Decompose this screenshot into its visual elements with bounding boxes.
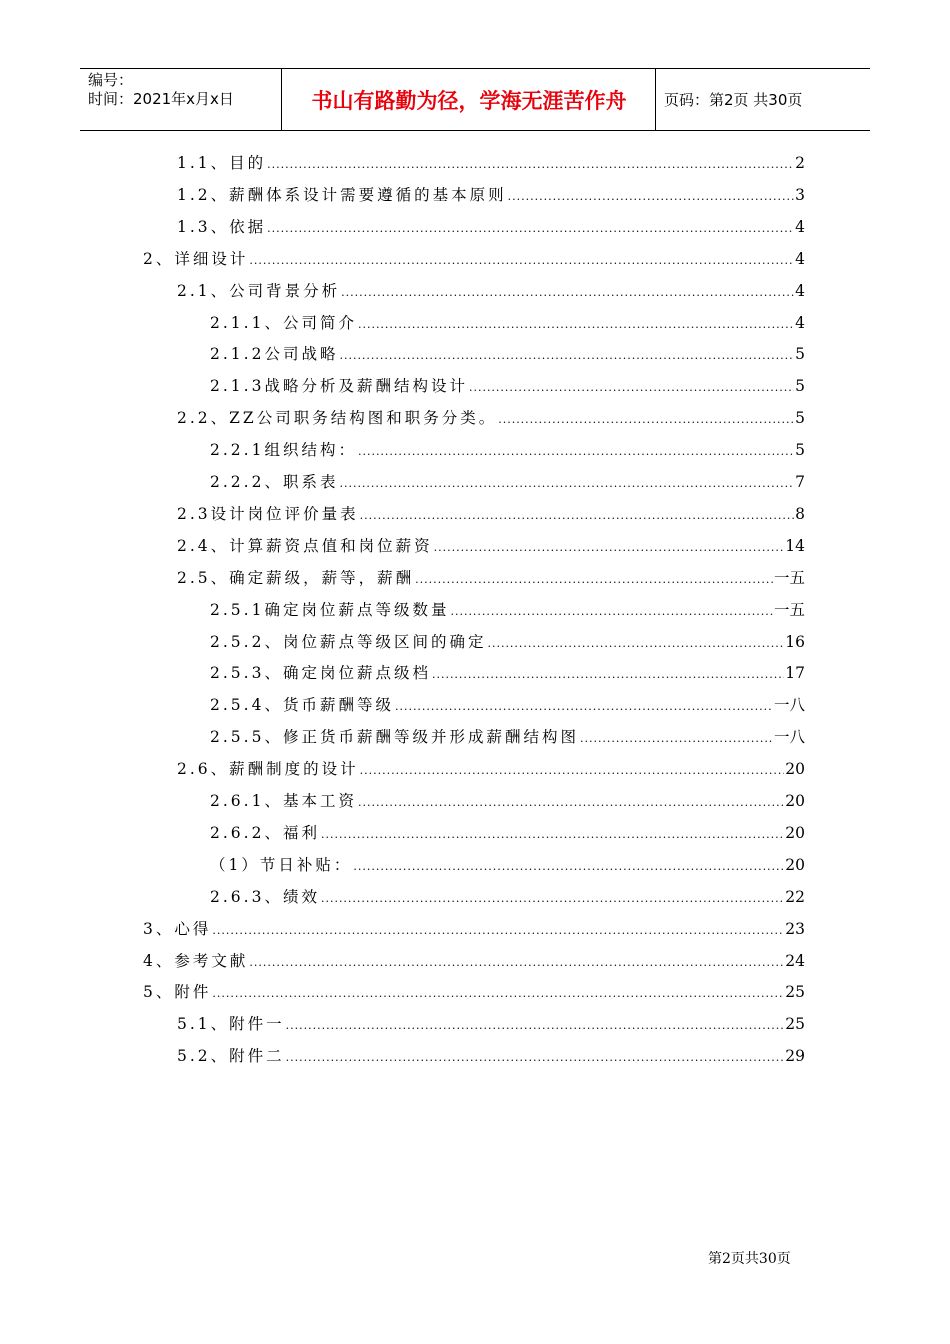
toc-entry-label: 2.1、公司背景分析 (177, 282, 341, 300)
toc-leader-dots (267, 222, 794, 235)
toc-entry-label: 2.5.3、确定岗位薪点级档 (210, 664, 431, 682)
toc-entry-label: 3、心得 (143, 920, 212, 938)
toc-entry[interactable] (210, 789, 805, 819)
toc-entry-page: 一八 (773, 728, 805, 746)
toc-entry[interactable] (143, 917, 805, 947)
toc-leader-dots (358, 796, 784, 809)
toc-entry-label: 5.2、附件二 (177, 1047, 285, 1065)
toc-entry-label: 1.1、目的 (177, 154, 267, 172)
toc-leader-dots (321, 828, 784, 841)
toc-entry-label: 2.5.4、货币薪酬等级 (210, 696, 394, 714)
toc-entry-label: 2、详细设计 (143, 250, 249, 268)
toc-entry-page: 20 (785, 760, 805, 778)
toc-entry-label: 2.5.2、岗位薪点等级区间的确定 (210, 633, 487, 651)
toc-entry-label: （1）节日补贴： (210, 856, 353, 874)
toc-entry-label: 5.1、附件一 (177, 1015, 285, 1033)
toc-leader-dots (212, 987, 784, 1000)
toc-entry-label: 2.5、确定薪级，薪等，薪酬 (177, 569, 415, 587)
toc-entry-label: 2.6.2、福利 (210, 824, 320, 842)
toc-leader-dots (321, 892, 784, 905)
toc-entry-label: 2.6、薪酬制度的设计 (177, 760, 359, 778)
toc-entry[interactable] (177, 1012, 805, 1042)
toc-entry-label: 5、附件 (143, 983, 212, 1001)
toc-leader-dots (286, 1051, 785, 1064)
toc-entry[interactable] (210, 598, 805, 628)
toc-leader-dots (249, 956, 784, 969)
toc-entry[interactable] (210, 374, 805, 404)
toc-entry[interactable] (210, 630, 805, 660)
toc-entry[interactable] (210, 853, 805, 883)
toc-entry-page: 一八 (773, 696, 805, 714)
toc-entry-label: 2.3设计岗位评价量表 (177, 505, 359, 523)
toc-entry-page: 20 (785, 792, 805, 810)
toc-entry-page: 4 (795, 250, 805, 268)
toc-entry[interactable] (143, 247, 805, 277)
toc-leader-dots (395, 700, 773, 713)
toc-entry-page: 23 (785, 920, 805, 938)
toc-entry[interactable] (210, 725, 805, 755)
document-number-label: 编号： (88, 71, 134, 89)
toc-entry-page: 5 (795, 409, 805, 427)
toc-entry[interactable] (210, 821, 805, 851)
toc-leader-dots (432, 668, 784, 681)
toc-entry[interactable] (177, 566, 805, 596)
toc-entry-label: 2.1.1、公司简介 (210, 314, 357, 332)
toc-entry-label: 2.5.1确定岗位薪点等级数量 (210, 601, 450, 619)
toc-leader-dots (360, 764, 785, 777)
toc-entry[interactable] (177, 406, 805, 436)
toc-entry-page: 14 (785, 537, 805, 555)
header-motto: 书山有路勤为径，学海无涯苦作舟 (311, 88, 627, 113)
header-divider-right (655, 69, 656, 130)
toc-entry-page: 5 (795, 345, 805, 363)
toc-leader-dots (358, 445, 794, 458)
toc-leader-dots (358, 318, 794, 331)
toc-entry-label: 2.5.5、修正货币薪酬等级并形成薪酬结构图 (210, 728, 579, 746)
toc-leader-dots (341, 286, 794, 299)
toc-entry-page: 16 (785, 633, 805, 651)
page-footer: 第2页共30页 (708, 1251, 791, 1267)
toc-entry[interactable] (177, 151, 805, 181)
toc-entry-page: 4 (795, 218, 805, 236)
toc-leader-dots (415, 573, 773, 586)
toc-entry[interactable] (177, 534, 805, 564)
toc-leader-dots (469, 381, 794, 394)
toc-entry-page: 22 (785, 888, 805, 906)
toc-entry-page: 17 (785, 664, 805, 682)
toc-entry[interactable] (177, 757, 805, 787)
toc-leader-dots (339, 477, 794, 490)
toc-entry-label: 4、参考文献 (143, 952, 249, 970)
toc-entry-page: 25 (785, 1015, 805, 1033)
toc-leader-dots (580, 732, 773, 745)
toc-entry[interactable] (210, 438, 805, 468)
toc-entry-label: 2.2.1组织结构： (210, 441, 357, 459)
toc-entry[interactable] (143, 949, 805, 979)
toc-entry-page: 2 (795, 154, 805, 172)
toc-leader-dots (434, 541, 785, 554)
page-header (80, 68, 870, 131)
toc-entry[interactable] (210, 342, 805, 372)
toc-entry-page: 4 (795, 314, 805, 332)
toc-entry-page: 7 (795, 473, 805, 491)
toc-entry-page: 5 (795, 441, 805, 459)
toc-leader-dots (339, 349, 794, 362)
toc-leader-dots (267, 158, 794, 171)
toc-entry-page: 4 (795, 282, 805, 300)
toc-entry-label: 2.6.1、基本工资 (210, 792, 357, 810)
toc-leader-dots (212, 924, 784, 937)
toc-leader-dots (286, 1019, 785, 1032)
toc-leader-dots (353, 860, 784, 873)
toc-entry[interactable] (210, 693, 805, 723)
toc-entry-label: 2.2、ZZ公司职务结构图和职务分类。 (177, 409, 498, 427)
toc-entry-page: 24 (785, 952, 805, 970)
document-time-label: 时间：2021年x月x日 (88, 90, 234, 108)
header-page-info: 页码：第2页 共30页 (664, 91, 803, 109)
toc-entry-label: 2.2.2、职系表 (210, 473, 339, 491)
toc-entry-page: 一五 (773, 569, 805, 587)
toc-entry-label: 1.3、依据 (177, 218, 267, 236)
toc-entry-page: 8 (795, 505, 805, 523)
toc-entry-label: 2.1.2公司战略 (210, 345, 339, 363)
toc-entry-page: 25 (785, 983, 805, 1001)
toc-entry-label: 2.4、计算薪资点值和岗位薪资 (177, 537, 433, 555)
header-meta (88, 71, 234, 109)
toc-leader-dots (450, 605, 773, 618)
toc-entry[interactable] (210, 311, 805, 341)
toc-leader-dots (487, 637, 784, 650)
toc-leader-dots (360, 509, 794, 522)
toc-entry-label: 2.6.3、绩效 (210, 888, 320, 906)
toc-entry-page: 5 (795, 377, 805, 395)
toc-entry[interactable] (177, 279, 805, 309)
toc-entry-page: 3 (795, 186, 805, 204)
toc-entry-page: 一五 (773, 601, 805, 619)
toc-leader-dots (249, 254, 794, 267)
toc-entry[interactable] (177, 215, 805, 245)
toc-entry[interactable] (177, 183, 805, 213)
toc-entry-label: 1.2、薪酬体系设计需要遵循的基本原则 (177, 186, 507, 204)
toc-entry-page: 20 (785, 856, 805, 874)
toc-entry[interactable] (143, 980, 805, 1010)
toc-entry[interactable] (177, 1044, 805, 1074)
toc-entry-label: 2.1.3战略分析及薪酬结构设计 (210, 377, 468, 395)
toc-entry-page: 29 (785, 1047, 805, 1065)
toc-entry-page: 20 (785, 824, 805, 842)
toc-entry[interactable] (210, 470, 805, 500)
toc-leader-dots (498, 413, 794, 426)
toc-leader-dots (508, 190, 794, 203)
toc-entry[interactable] (177, 502, 805, 532)
toc-entry[interactable] (210, 661, 805, 691)
toc-entry[interactable] (210, 885, 805, 915)
